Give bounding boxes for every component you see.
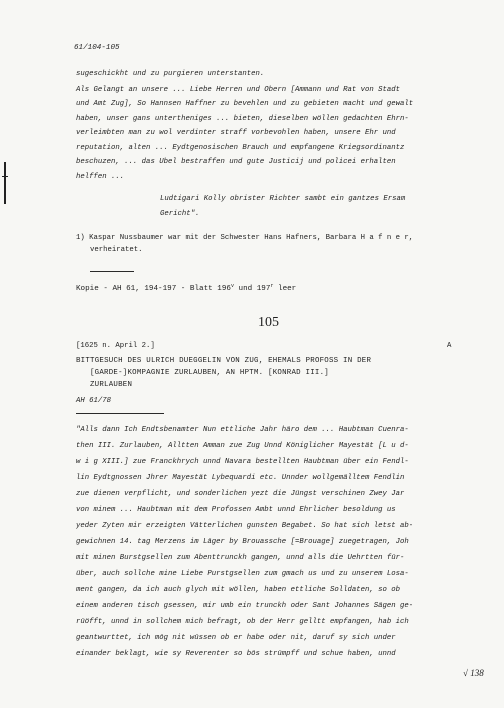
body-line: zue dienen verpflicht, und sonderlichen yezt die Jüngst verschinen Zwey Jar [76,490,405,498]
copy-note-middle: und 197 [233,285,271,293]
body-line: rüöfft, unnd in sollchem mich befragt, ob der Herr gelltt empfangen, hab ich [76,618,409,626]
document-number: 105 [258,315,279,330]
copy-note-sup: r [270,283,274,289]
copy-note-prefix: Kopie - AH 61, 194-197 - Blatt 196 [76,285,231,293]
body-line: w i g XIII.] zue Franckhrych unnd Navara bestellten Haubtman über ein Fendl- [76,458,409,466]
body-line: von minem ... Haubtman mit dem Profossen Ambt unnd Ehrlicher besoldung us [76,506,396,514]
body-line: "Alls dann Ich Endtsbenamter Nun ettliche Jahr häro dem ... Haubtman Cuenra- [76,426,409,434]
body-line: ment gangen, da ich auch glych mit wöllen, haben ettliche Solldaten, so ob [76,586,401,594]
date-letter: A [447,342,452,350]
title-line: BITTGESUCH DES ULRICH DUEGGELIN VON ZUG, EHEMALS PROFOSS IN DER [76,357,372,365]
signature-line: Ludtigari Kolly obrister Richter sambt ein gantzes Ersam [160,195,406,203]
body-line: then III. Zurlauben, Alltten Amman zue Zug Unnd Königlicher Mayestät [L u d- [76,442,409,450]
text-line: verleimbten man zu wol verdinter straff vorbevohlen haben, unsere Ehr und [76,129,396,137]
archive-reference: AH 61/78 [76,397,112,405]
text-line: helffen ... [76,173,125,181]
page-mark: √ 138 [463,668,484,678]
text-line: und Amt Zug], So Hannsen Haffner zu bevehlen und zu gebieten macht und gewalt [76,100,414,108]
separator-rule [90,271,134,272]
body-line: einander beklagt, wie sy Reverenter so bös strümpff und schue haben, unnd [76,650,396,658]
footnote-line: 1) Kaspar Nussbaumer war mit der Schwester Hans Hafners, Barbara H a f n e r, [76,234,414,242]
text-line: beschuzen, ... das Ubel bestraffen und gute Justicij und policei erhalten [76,158,396,166]
title-line: [GARDE-]KOMPAGNIE ZURLAUBEN, AN HPTM. [KONRAD III.] [90,369,329,377]
body-line: über, auch sollche mine Liebe Purstgsellen zum gmach us und zu unserem Losa- [76,570,409,578]
body-line: gewichnen 14. tag Merzens im Läger by Brouassche [=Brouage] zuegetragen, Joh [76,538,409,546]
copy-note [76,282,296,294]
body-line: mit minen Burstgsellen zum Abenttrunckh gangen, unnd alls die Uehrtten für- [76,554,405,562]
signature-line: Gericht". [160,210,200,218]
body-line: einem anderen tisch gsessen, mir umb ein trunckh oder Sant Johannes Sägen ge- [76,602,414,610]
body-line: lin Eydtgnossen Jhrer Mayestät Lybequardi etc. Unnder wollgemälltem Fendlin [76,474,405,482]
body-line: yeder Zyten mir erzeigten Vätterlichen gunsten Begabet. So hat sich letst ab- [76,522,414,530]
separator-rule [76,413,164,414]
body-line: geantwurttet, ich mög nit wüssen ob er habe oder nit, daruf sy sich under [76,634,396,642]
text-line: haben, unser gans untertheniges ... bieten, dieselben wöllen gedachten Ehrn- [76,115,409,123]
title-line: ZURLAUBEN [90,381,133,389]
copy-note-suffix: leer [273,285,297,293]
copy-note-sup: v [230,283,234,289]
date-line: [1625 n. April 2.] [76,342,155,350]
text-line: Als Gelangt an unsere ... Liebe Herren und Obern [Ammann und Rat von Stadt [76,86,401,94]
page-reference: 61/104-105 [74,44,120,52]
footnote-line: verheiratet. [90,246,143,254]
margin-mark [4,162,6,204]
text-line: sugeschickht und zu purgieren unterstanten. [76,70,265,78]
text-line: reputation, alten ... Eydtgenosischen Brauch und empfangene Kriegsordinantz [76,144,405,152]
